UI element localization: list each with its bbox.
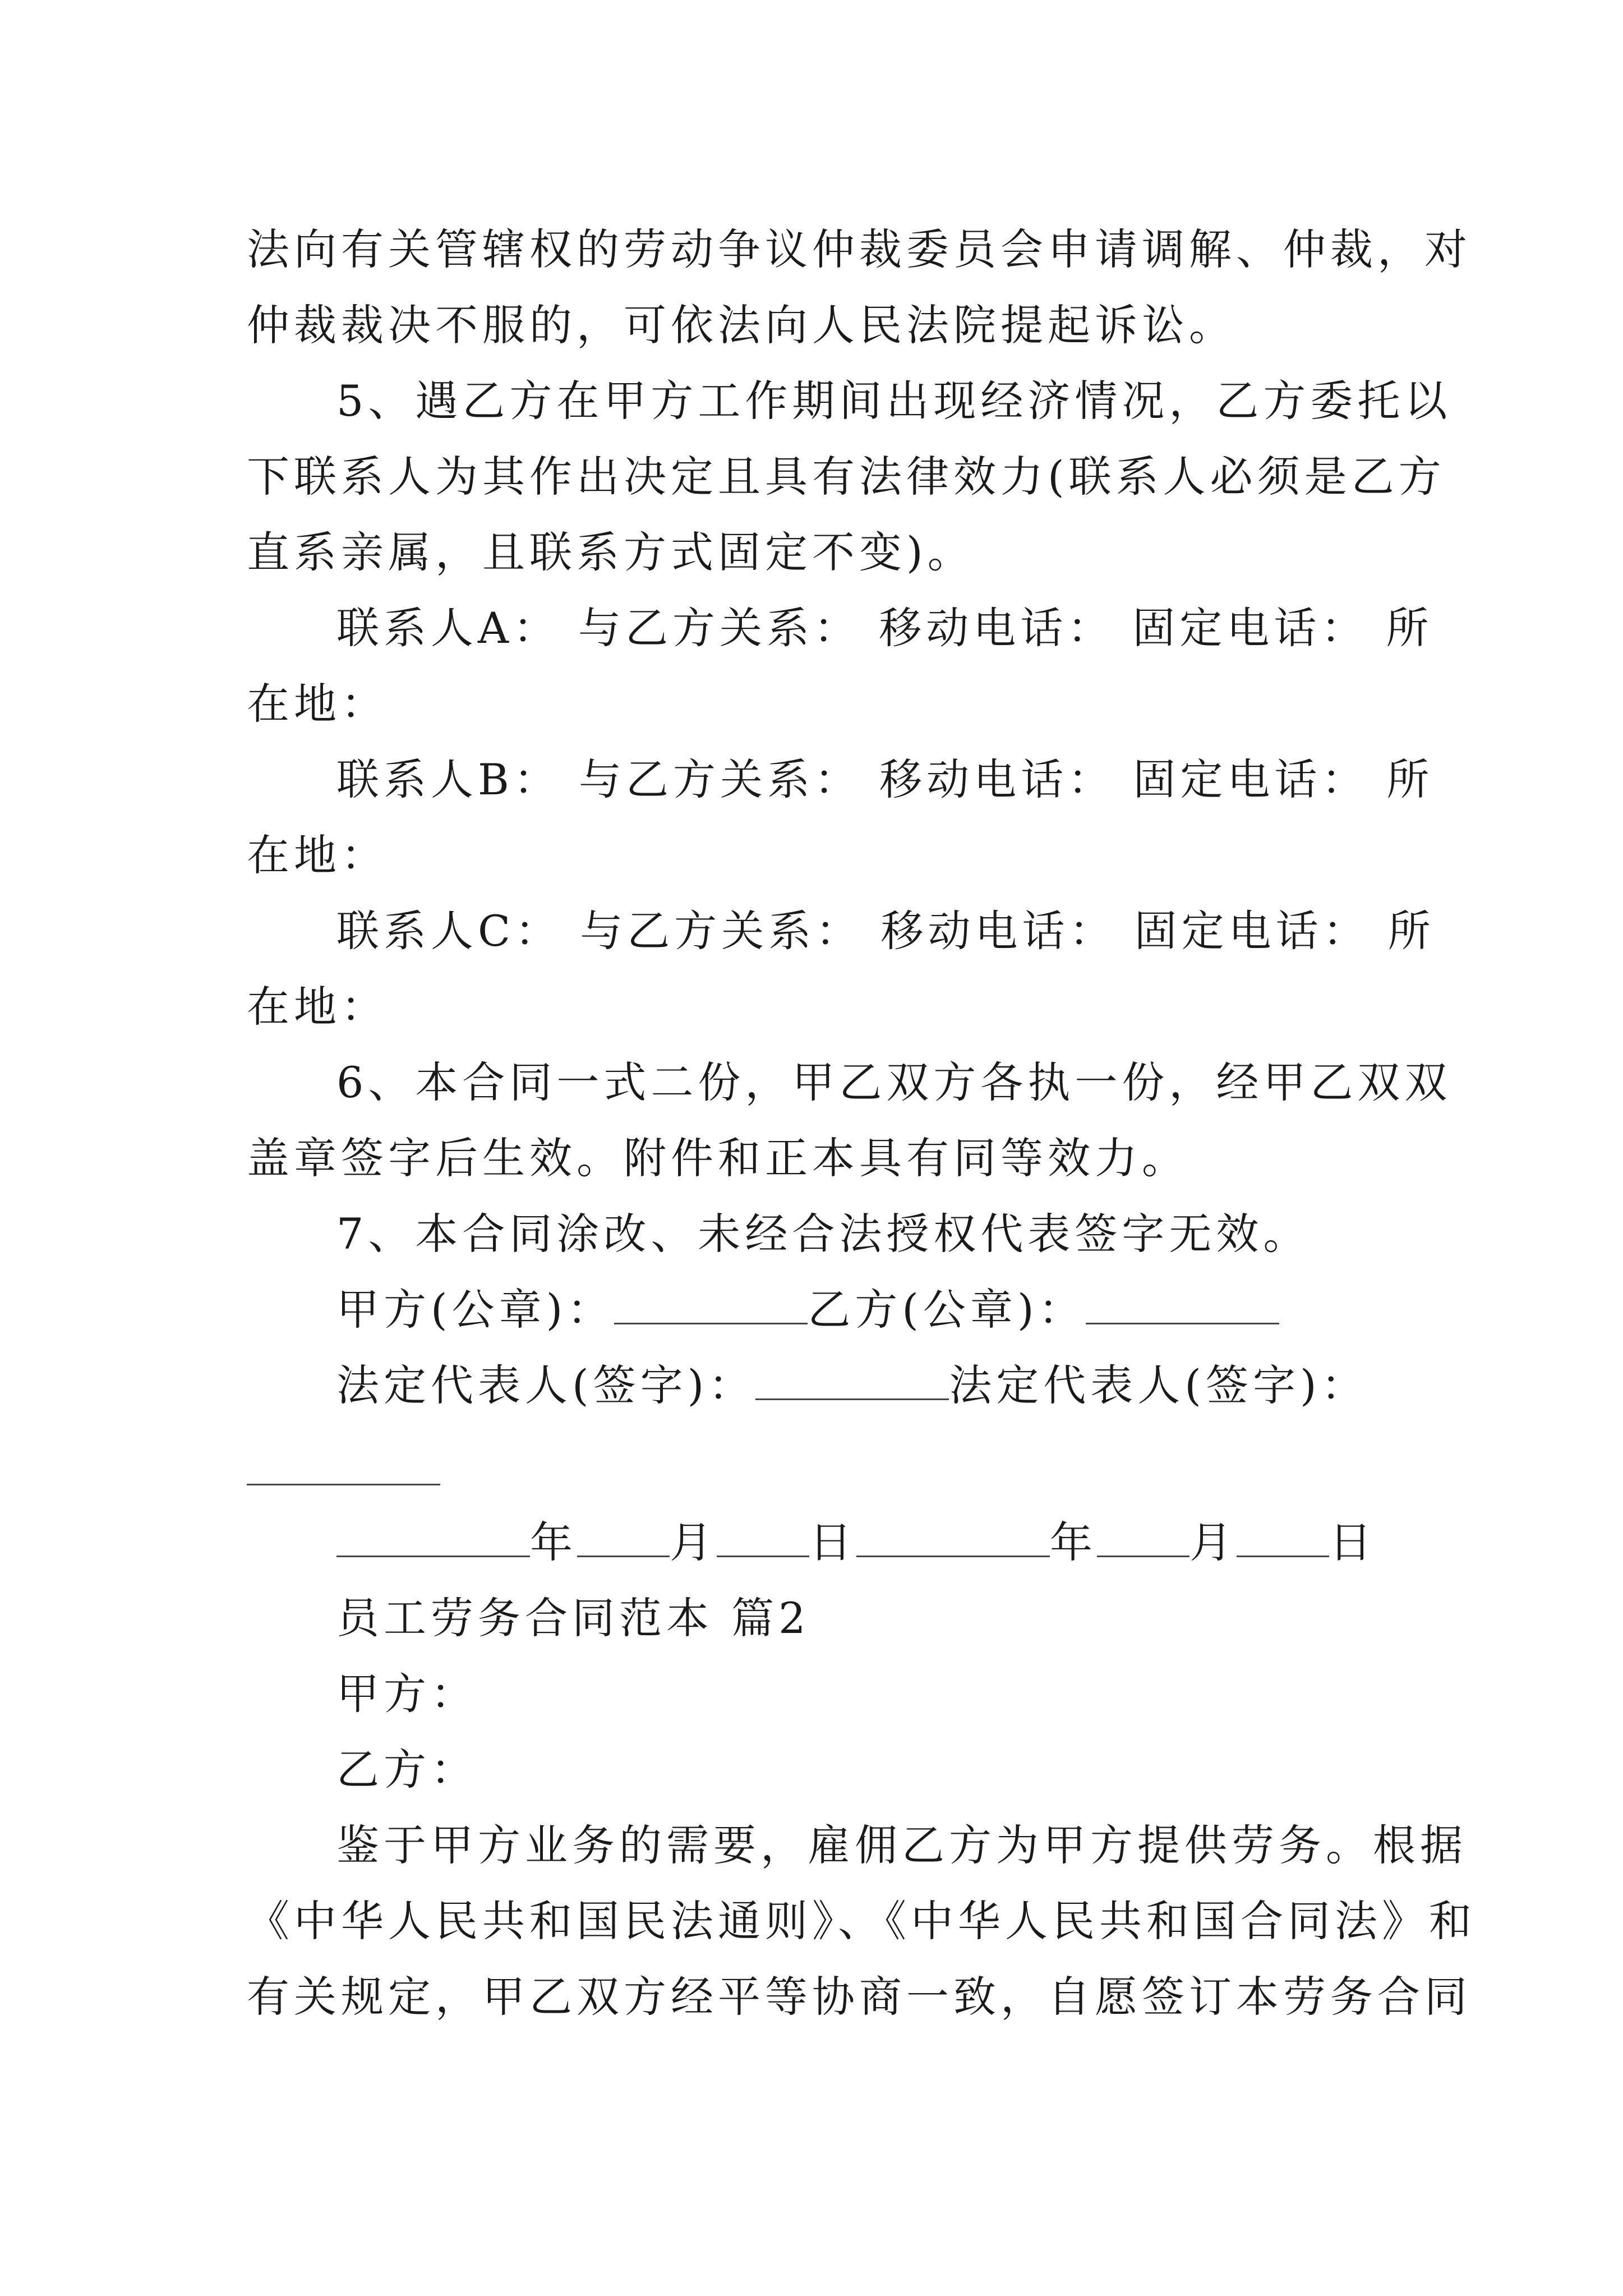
party-b-label: 乙方： [336,1745,478,1795]
contact-c-line: 联系人C： 与乙方关系： 移动电话： 固定电话： 所 [336,906,1435,956]
month-label: 月 [1189,1517,1237,1567]
contact-b-location: 在地： [247,830,388,880]
clause-5-line: 下联系人为其作出决定且具有法律效力(联系人必须是乙方 [247,452,1446,501]
party-a-label: 甲方： [336,1669,478,1719]
day-field-a[interactable] [717,1516,809,1557]
year-label: 年 [530,1517,577,1567]
day-label: 日 [809,1517,856,1567]
contact-a-line: 联系人A： 与乙方关系： 移动电话： 固定电话： 所 [336,603,1433,653]
day-field-b[interactable] [1237,1516,1329,1557]
section-title: 员工劳务合同范本 篇2 [336,1593,810,1643]
contact-c-location: 在地： [247,982,388,1032]
party-b-seal-field[interactable] [1086,1283,1279,1324]
clause-5-line: 5、遇乙方在甲方工作期间出现经济情况，乙方委托以 [336,376,1452,426]
party-a-seal-field[interactable] [614,1283,808,1324]
contact-b-line: 联系人B： 与乙方关系： 移动电话： 固定电话： 所 [336,754,1434,804]
month-field-b[interactable] [1097,1516,1189,1557]
rep-b-sign-field[interactable] [247,1484,440,1485]
rep-a-label: 法定代表人(签字)： [336,1360,756,1410]
paragraph-line: 仲裁裁决不服的，可依法向人民法院提起诉讼。 [247,300,1236,350]
month-field-a[interactable] [577,1516,670,1557]
paragraph-line: 法向有关管辖权的劳动争议仲裁委员会申请调解、仲裁，对 [247,224,1472,274]
seal-line [336,1282,1374,1338]
clause-6-line: 盖章签字后生效。附件和正本具有同等效力。 [247,1133,1189,1183]
representative-line [336,1358,1374,1414]
party-b-seal-label: 乙方(公章)： [808,1285,1086,1335]
date-line [336,1515,1374,1571]
day-label: 日 [1329,1517,1376,1567]
clause-7-line: 7、本合同涂改、未经合法授权代表签字无效。 [336,1209,1311,1259]
preamble-line: 鉴于甲方业务的需要，雇佣乙方为甲方提供劳务。根据 [336,1820,1467,1870]
year-field-b[interactable] [856,1516,1050,1557]
preamble-line: 有关规定，甲乙双方经平等协商一致，自愿签订本劳务合同 [247,1972,1472,2022]
year-label: 年 [1050,1517,1097,1567]
clause-5-line: 直系亲属，且联系方式固定不变)。 [247,527,975,577]
rep-b-label: 法定代表人(签字)： [949,1360,1368,1410]
contact-a-location: 在地： [247,679,388,729]
party-a-seal-label: 甲方(公章)： [336,1285,615,1335]
month-label: 月 [670,1517,717,1567]
rep-a-sign-field[interactable] [755,1359,949,1400]
clause-6-line: 6、本合同一式二份，甲乙双方各执一份，经甲乙双双 [336,1057,1452,1107]
preamble-line: 《中华人民共和国民法通则》、《中华人民共和国合同法》和 [247,1896,1476,1946]
year-field-a[interactable] [336,1516,530,1557]
